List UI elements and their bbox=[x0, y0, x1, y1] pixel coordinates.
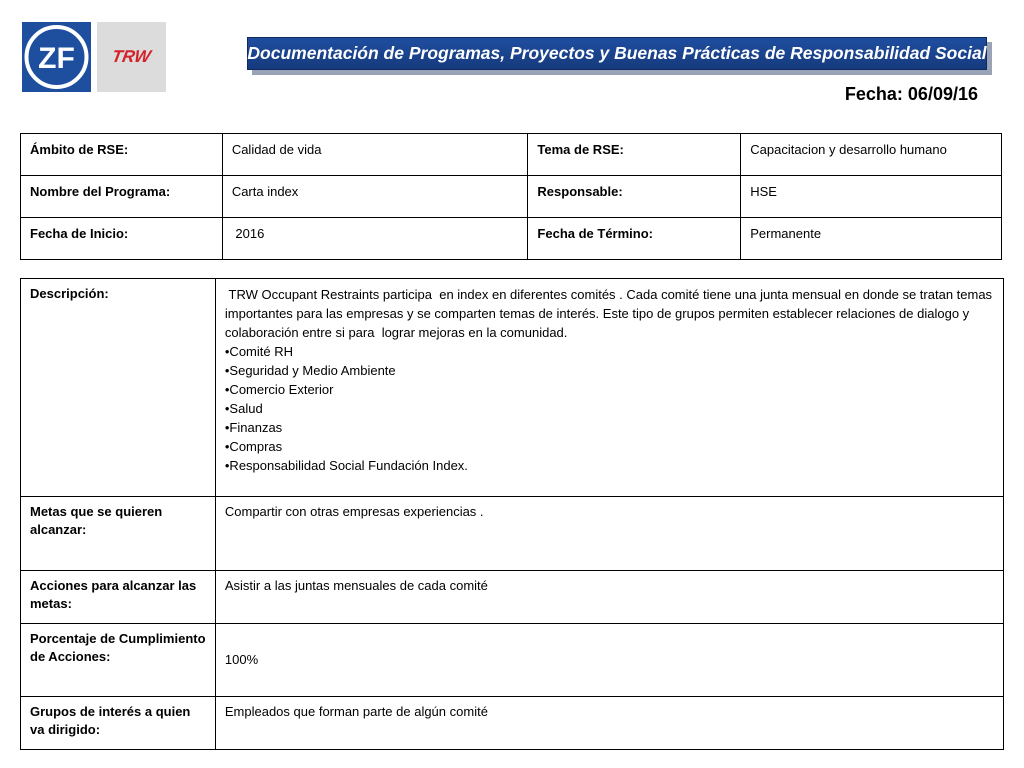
programa-value: Carta index bbox=[222, 176, 528, 218]
list-item: •Compras bbox=[224, 439, 283, 454]
trw-logo-text: TRW bbox=[110, 47, 153, 66]
descripcion-label: Descripción: bbox=[21, 279, 216, 497]
termino-label: Fecha de Término: bbox=[528, 218, 741, 260]
porcentaje-label: Porcentaje de Cumplimiento de Acciones: bbox=[21, 624, 216, 697]
info-table bbox=[20, 133, 1002, 260]
tema-label: Tema de RSE: bbox=[528, 134, 741, 176]
porcentaje-value: 100% bbox=[215, 624, 1003, 697]
detail-table bbox=[20, 278, 1004, 750]
page-title: Documentación de Programas, Proyectos y Buenas Prácticas de Responsabilidad Social bbox=[247, 43, 987, 63]
list-item: •Salud bbox=[224, 401, 263, 416]
table-row bbox=[21, 571, 1004, 624]
metas-value: Compartir con otras empresas experiencias . bbox=[215, 497, 1003, 571]
zf-logo bbox=[22, 22, 91, 92]
list-item: •Seguridad y Medio Ambiente bbox=[224, 363, 396, 378]
list-item: •Responsabilidad Social Fundación Index. bbox=[224, 458, 468, 473]
responsable-label: Responsable: bbox=[528, 176, 741, 218]
grupos-label: Grupos de interés a quien va dirigido: bbox=[21, 697, 216, 750]
table-row bbox=[21, 176, 1002, 218]
descripcion-bullets bbox=[225, 342, 994, 475]
inicio-value: 2016 bbox=[222, 218, 528, 260]
descripcion-text: TRW Occupant Restraints participa en index en diferentes comités . Cada comité tiene una junta mensual en donde se tratan temas importantes para las empresas y se comparten temas de interés. Este tipo de grupos permiten establecer relaciones de dialogo y colaboración entre si para lograr mejoras en la comunidad. bbox=[224, 287, 996, 340]
table-row bbox=[21, 279, 1004, 497]
descripcion-cell bbox=[215, 279, 1003, 497]
termino-value: Permanente bbox=[741, 218, 1002, 260]
grupos-value: Empleados que forman parte de algún comité bbox=[215, 697, 1003, 750]
title-banner bbox=[247, 37, 987, 70]
table-row bbox=[21, 624, 1004, 697]
table-row bbox=[21, 497, 1004, 571]
ambito-value: Calidad de vida bbox=[222, 134, 528, 176]
inicio-label: Fecha de Inicio: bbox=[21, 218, 223, 260]
table-row bbox=[21, 218, 1002, 260]
programa-label: Nombre del Programa: bbox=[21, 176, 223, 218]
metas-label: Metas que se quieren alcanzar: bbox=[21, 497, 216, 571]
table-row bbox=[21, 697, 1004, 750]
ambito-label: Ámbito de RSE: bbox=[21, 134, 223, 176]
responsable-value: HSE bbox=[741, 176, 1002, 218]
acciones-label: Acciones para alcanzar las metas: bbox=[21, 571, 216, 624]
acciones-value: Asistir a las juntas mensuales de cada comité bbox=[215, 571, 1003, 624]
trw-logo bbox=[97, 22, 166, 92]
list-item: •Comité RH bbox=[224, 344, 293, 359]
list-item: •Comercio Exterior bbox=[224, 382, 334, 397]
list-item: •Finanzas bbox=[224, 420, 283, 435]
zf-logo-text: ZF bbox=[38, 42, 75, 75]
table-row bbox=[21, 134, 1002, 176]
tema-value: Capacitacion y desarrollo humano bbox=[741, 134, 1002, 176]
date-label: Fecha: 06/09/16 bbox=[844, 84, 978, 104]
